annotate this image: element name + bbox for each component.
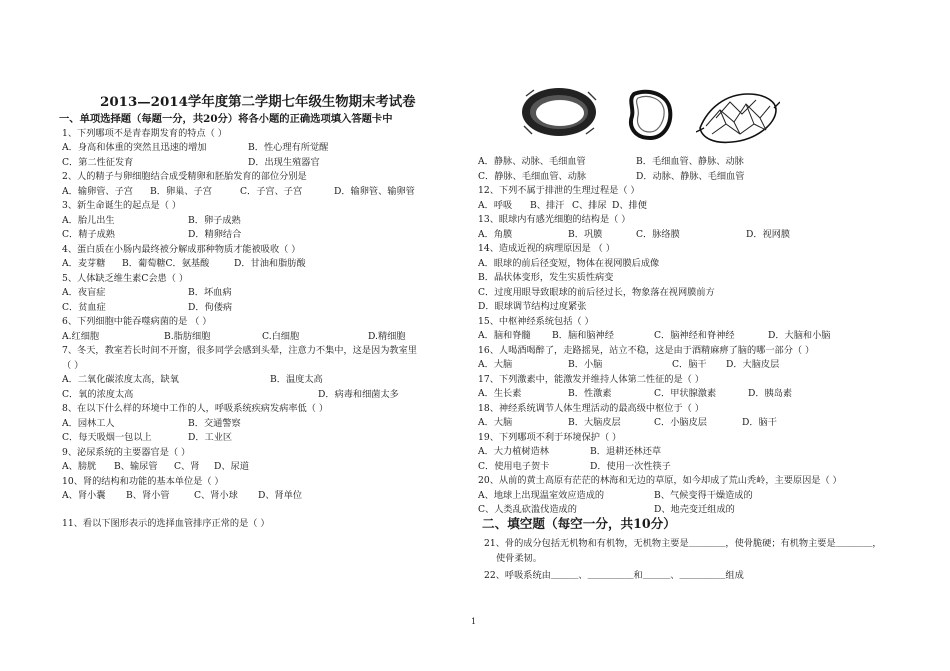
- question-2: 2、人的精子与卵细胞结合成受精卵和胚胎发育的部位分别是: [62, 171, 307, 182]
- exam-title: 2013—2014学年度第二学期七年级生物期末考试卷: [100, 94, 416, 110]
- question-12: 12、下列不属于排泄的生理过程是（ ）: [478, 185, 640, 196]
- capillary-network: [696, 88, 780, 146]
- question-9: 9、泌尿系统的主要器官是（ ）: [62, 447, 191, 458]
- q14-option-d: D．眼球调节结构过度紧张: [478, 301, 587, 312]
- vessel-cross-section-1: [518, 84, 600, 140]
- q14-option-a: A．眼球的前后径变短，物体在视网膜后成像: [478, 258, 660, 269]
- question-18: 18、神经系统调节人体生理活动的最高级中枢位于（ ）: [478, 403, 704, 414]
- question-7: 7、冬天，教室若长时间不开窗，很多同学会感到头晕，注意力不集中，这是因为教室里: [62, 345, 417, 356]
- question-20: 20、从前的黄土高原有茫茫的林海和无边的草原，如今却成了荒山秃岭，主要原因是（ ）: [478, 475, 842, 486]
- question-7-paren: （ ）: [62, 360, 84, 371]
- vessel-cross-section-2: [624, 88, 676, 142]
- question-8: 8、在以下什么样的环境中工作的人，呼吸系统疾病发病率低（ ）: [62, 403, 329, 414]
- question-14: 14、造成近视的病理原因是 （ ）: [478, 243, 615, 254]
- question-4: 4、蛋白质在小肠内最终被分解成那种物质才能被吸收（ ）: [62, 244, 301, 255]
- question-11: 11、看以下图形表示的选择血管排序正常的是（ ）: [62, 518, 270, 529]
- question-13: 13、眼球内有感光细胞的结构是（ ）: [478, 214, 631, 225]
- question-21-cont: 使骨柔韧。: [496, 553, 542, 564]
- question-10: 10、肾的结构和功能的基本单位是（ ）: [62, 476, 224, 487]
- page-number: 1: [471, 617, 477, 626]
- question-1: 1、下列哪项不是青春期发育的特点（ ）: [62, 128, 227, 139]
- section-1-heading: 一、单项选择题（每题一分，共20分）将各小题的正确选项填入答题卡中: [59, 113, 393, 125]
- question-17: 17、下列激素中，能激发并维持人体第二性征的是（ ）: [478, 374, 704, 385]
- question-6: 6、下列细胞中能吞噬病菌的是 （ ）: [62, 316, 212, 327]
- question-15: 15、中枢神经系统包括（ ）: [478, 316, 594, 327]
- section-2-heading: 二、填空题（每空一分，共10分）: [482, 516, 676, 531]
- q14-option-b: B．晶状体变形，发生实质性病变: [478, 272, 614, 283]
- question-21: 21、骨的成分包括无机物和有机物，无机物主要是＿＿＿＿，使骨脆硬；有机物主要是＿＿＿＿，: [484, 538, 882, 549]
- q14-option-c: C．过度用眼导致眼球的前后径过长，物象落在视网膜前方: [478, 287, 715, 298]
- question-3: 3、新生命诞生的起点是（ ）: [62, 200, 182, 211]
- question-22: 22、呼吸系统由＿＿＿、＿＿＿＿＿和＿＿＿、＿＿＿＿＿组成: [484, 570, 744, 581]
- question-19: 19、下列哪项不利于环境保护（ ）: [478, 432, 622, 443]
- question-16: 16、人喝酒喝醉了，走路摇晃，站立不稳，这是由于酒精麻痹了脑的哪一部分（ ）: [478, 345, 815, 356]
- question-5: 5、人体缺乏维生素C会患（ ）: [62, 273, 189, 284]
